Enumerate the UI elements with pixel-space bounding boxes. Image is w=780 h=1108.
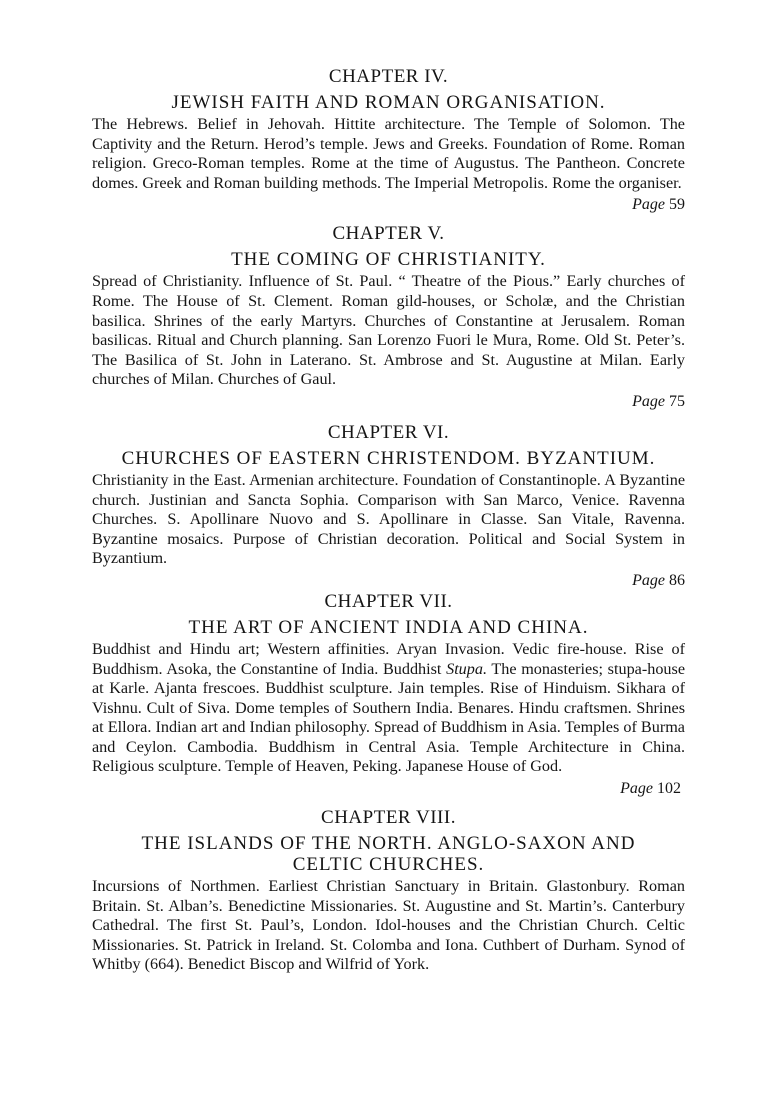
chapter-number: CHAPTER V. xyxy=(332,223,445,245)
chapter-page-ref xyxy=(92,779,681,799)
chapter-page-ref xyxy=(92,392,685,412)
summary-part: The monasteries; stupa-house at Karle. Ajanta frescoes. Buddhist sculpture. Jain temples. Rise of Hinduism. Sikhara of Vishnu. Cult of Siva. Dome temples of Southern India. Benares. Hindu craftsmen. Shrines at Ellora. Indian art and Indian philosophy. Spread of Buddhism in Asia. Temples of Burma and Ceylon. Cambodia. Buddhism in Central Asia. Temple Architecture in China. Religious sculpture. Temple of Heaven, Peking. Japanese House of God. xyxy=(92,659,685,776)
chapter-title xyxy=(92,833,685,875)
chapter-number: CHAPTER VI. xyxy=(327,421,450,443)
page-number: 75 xyxy=(669,392,685,410)
page-label: Page xyxy=(632,571,665,589)
chapter-summary xyxy=(92,640,685,777)
chapter-title: THE COMING OF CHRISTIANITY. xyxy=(231,249,546,271)
chapter-v xyxy=(92,223,685,412)
chapter-title-line: THE ISLANDS OF THE NORTH. ANGLO-SAXON AND xyxy=(141,833,636,855)
page-number: 59 xyxy=(669,196,685,214)
summary-italic-term: Stupa. xyxy=(446,659,488,678)
chapter-title: CHURCHES OF EASTERN CHRISTENDOM. BYZANTIUM. xyxy=(121,447,656,469)
chapter-title-line: CELTIC CHURCHES. xyxy=(292,854,485,876)
chapter-page-ref xyxy=(92,571,685,591)
summary-part: Buddhist and Hindu art; Western affinities. Aryan Invasion. Vedic fire-house. Rise of Buddhism. Asoka, the Constantine of India. Buddhist xyxy=(92,639,685,678)
page-number: 86 xyxy=(669,571,685,589)
chapter-vi xyxy=(92,422,685,591)
page-number: 102 xyxy=(657,780,681,798)
chapter-title: JEWISH FAITH AND ROMAN ORGANISATION. xyxy=(171,92,606,113)
chapter-number: CHAPTER VIII. xyxy=(321,807,456,829)
chapter-iv xyxy=(92,66,685,215)
chapter-title: THE ART OF ANCIENT INDIA AND CHINA. xyxy=(188,616,589,638)
chapter-viii xyxy=(92,807,685,975)
chapter-summary: Incursions of Northmen. Earliest Christian Sanctuary in Britain. Glastonbury. Roman Britain. St. Alban’s. Benedictine Missionaries. St. Augustine and St. Martin’s. Canterbury Cathedral. The first St. Paul’s, London. Idol-houses and the Christian Church. Celtic Missionaries. St. Patrick in Ireland. St. Colomba and Iona. Cuthbert of Durham. Synod of Whitby (664). Benedict Biscop and Wilfrid of York. xyxy=(92,877,685,974)
chapter-number: CHAPTER IV. xyxy=(328,66,449,87)
chapter-summary: Christianity in the East. Armenian architecture. Foundation of Constantinople. A Byzantine church. Justinian and Sancta Sophia. Comparison with San Marco, Venice. Ravenna Churches. S. Apollinare Nuovo and S. Apollinare in Classe. San Vitale, Ravenna. Byzantine mosaics. Purpose of Christian decoration. Political and Social System in Byzantium. xyxy=(92,470,685,568)
chapter-page-ref xyxy=(92,195,685,215)
chapter-vii xyxy=(92,591,685,799)
chapter-summary: The Hebrews. Belief in Jehovah. Hittite architecture. The Temple of Solomon. The Captivity and the Return. Herod’s temple. Jews and Greeks. Foundation of Rome. Roman religion. Greco-Roman temples. Rome at the time of Augustus. The Pantheon. Concrete domes. Greek and Roman building methods. The Imperial Metropolis. Rome the organiser. xyxy=(92,115,685,192)
page-label: Page xyxy=(632,196,665,214)
page-label: Page xyxy=(632,392,665,410)
chapter-summary: Spread of Christianity. Influence of St. Paul. “ Theatre of the Pious.” Early churches of Rome. The House of St. Clement. Roman gild-houses, or Scholæ, and the Christian basilica. Shrines of the early Martyrs. Churches of Constantine at Jerusalem. Roman basilicas. Ritual and Church planning. San Lorenzo Fuori le Mura, Rome. Old St. Peter’s. The Basilica of St. John in Laterano. St. Ambrose and St. Augustine at Milan. Early churches of Milan. Churches of Gaul. xyxy=(92,272,685,389)
chapter-number: CHAPTER VII. xyxy=(324,590,453,612)
page-label: Page xyxy=(620,780,653,798)
